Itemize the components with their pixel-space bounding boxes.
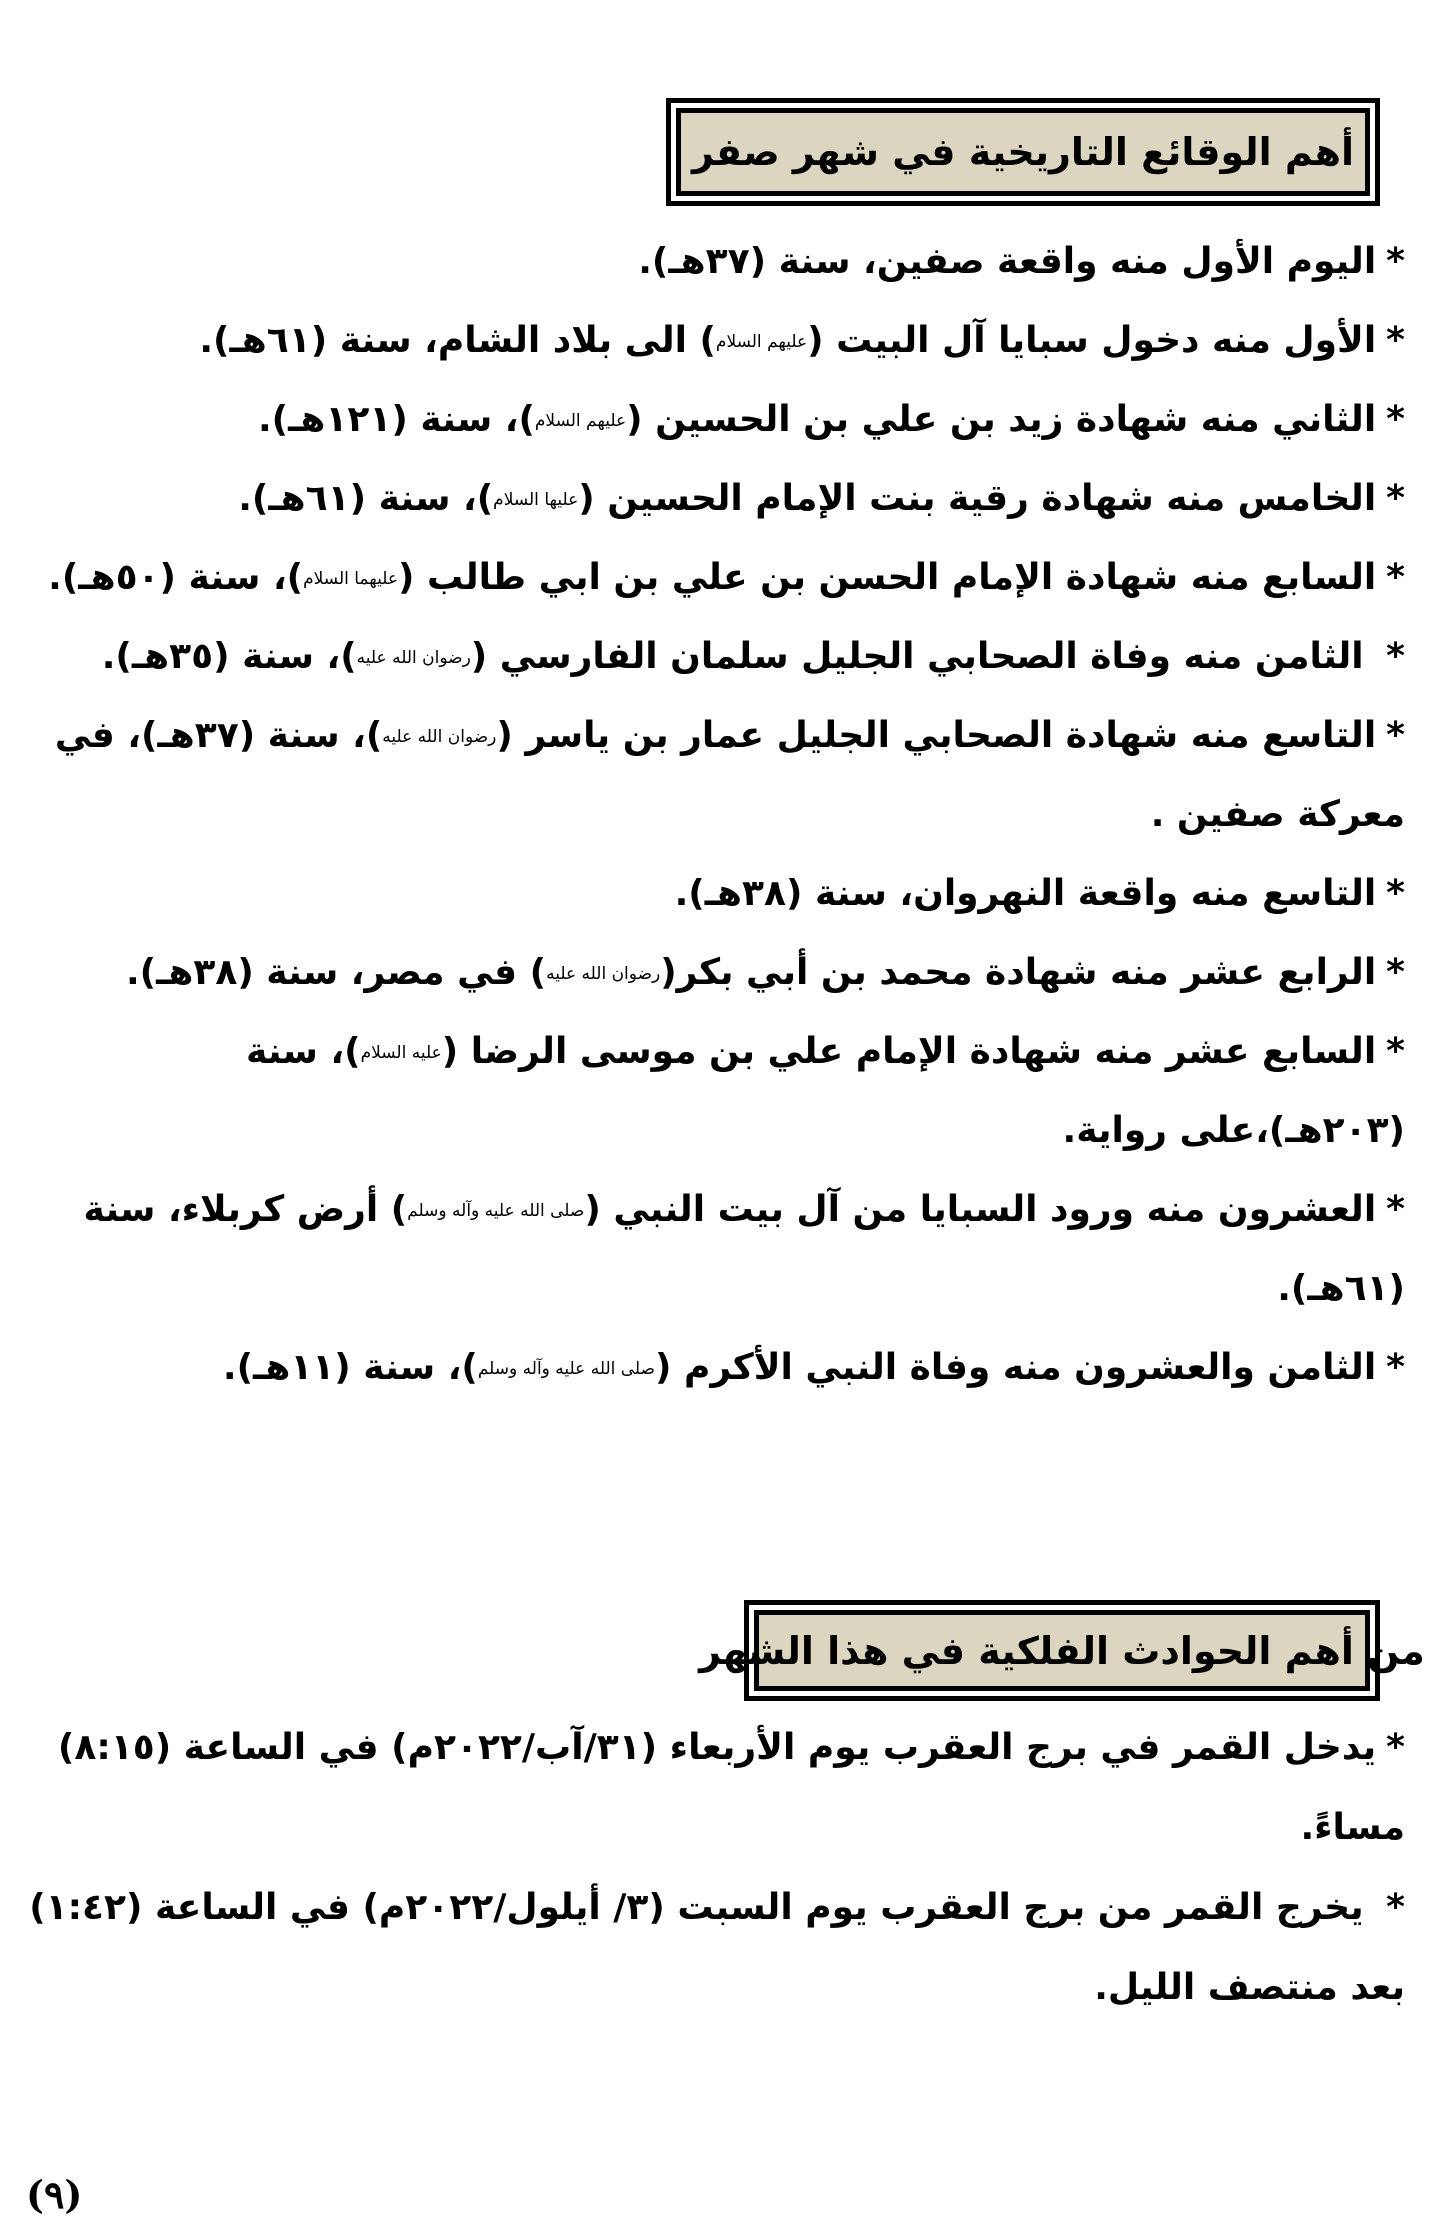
astronomical-events-list	[14, 1708, 1405, 2028]
bullet-asterisk-icon: *	[1386, 1189, 1405, 1230]
list-item	[14, 538, 1405, 617]
list-item	[14, 854, 1405, 933]
list-item	[14, 380, 1405, 459]
event-text: ) في مصر، سنة (٣٨هـ).	[125, 952, 547, 993]
honorific-glyph-icon: رضوان الله عليه	[546, 963, 661, 984]
event-text: العشرون منه ورود السبايا من آل بيت النبي (	[584, 1189, 1377, 1230]
event-text: )، سنة (٢٠٣هـ)،على رواية.	[245, 1031, 1405, 1151]
bullet-asterisk-icon: *	[1386, 1347, 1405, 1388]
event-text: ) أرض كربلاء، سنة (٦١هـ).	[83, 1189, 1405, 1309]
honorific-glyph-icon: صلى الله عليه وآله وسلم	[477, 1358, 655, 1379]
section-title-astronomical-events: من أهم الحوادث الفلكية في هذا الشهر	[754, 1610, 1370, 1691]
event-text: )، سنة (١٢١هـ).	[258, 399, 535, 440]
list-item	[14, 459, 1405, 538]
honorific-glyph-icon: عليهم السلام	[715, 331, 808, 352]
list-item	[14, 1708, 1405, 1868]
bullet-asterisk-icon: *	[1386, 241, 1405, 282]
event-text: اليوم الأول منه واقعة صفين، سنة (٣٧هـ).	[638, 241, 1377, 282]
bullet-asterisk-icon: *	[1386, 399, 1405, 440]
honorific-glyph-icon: عليهم السلام	[534, 410, 627, 431]
event-text: )، سنة (٣٧هـ)، في معركة صفين .	[54, 715, 1405, 835]
honorific-glyph-icon: عليهما السلام	[303, 568, 398, 589]
list-item	[14, 696, 1405, 854]
bullet-asterisk-icon: *	[1386, 1887, 1405, 1928]
honorific-glyph-icon: رضوان الله عليه	[382, 726, 497, 747]
section-title-historical-events: أهم الوقائع التاريخية في شهر صفر	[676, 108, 1370, 196]
page-number: (٩)	[26, 2172, 83, 2217]
honorific-glyph-icon: رضوان الله عليه	[356, 647, 471, 668]
event-text: يخرج القمر من برج العقرب يوم السبت (٣/ أيلول/٢٠٢٢م) في الساعة (١:٤٢) بعد منتصف الليل.	[29, 1887, 1405, 2008]
bullet-asterisk-icon: *	[1386, 952, 1405, 993]
section-title-box-historical-events	[666, 98, 1380, 206]
list-item	[14, 1012, 1405, 1170]
event-text: )، سنة (١١هـ).	[222, 1347, 478, 1388]
list-item	[14, 222, 1405, 301]
honorific-glyph-icon: عليه السلام	[360, 1042, 442, 1063]
event-text: يدخل القمر في برج العقرب يوم الأربعاء (٣١/آب/٢٠٢٢م) في الساعة (٨:١٥) مساءً.	[57, 1727, 1405, 1848]
event-text: الخامس منه شهادة رقية بنت الإمام الحسين (	[578, 478, 1377, 519]
historical-events-list	[14, 222, 1405, 1407]
bullet-asterisk-icon: *	[1386, 320, 1405, 361]
event-text: الثاني منه شهادة زيد بن علي بن الحسين (	[626, 399, 1377, 440]
bullet-asterisk-icon: *	[1386, 1727, 1405, 1768]
event-text: السابع عشر منه شهادة الإمام علي بن موسى الرضا (	[441, 1031, 1377, 1072]
list-item	[14, 301, 1405, 380]
bullet-asterisk-icon: *	[1386, 1031, 1405, 1072]
bullet-asterisk-icon: *	[1386, 478, 1405, 519]
honorific-glyph-icon: عليها السلام	[493, 489, 579, 510]
list-item	[14, 1170, 1405, 1328]
event-text: الرابع عشر منه شهادة محمد بن أبي بكر(	[660, 952, 1377, 993]
event-text: ) الى بلاد الشام، سنة (٦١هـ).	[199, 320, 716, 361]
event-text: الأول منه دخول سبايا آل البيت (	[807, 320, 1377, 361]
bullet-asterisk-icon: *	[1386, 636, 1405, 677]
list-item	[14, 617, 1405, 696]
event-text: السابع منه شهادة الإمام الحسن بن علي بن ابي طالب (	[398, 557, 1377, 598]
list-item	[14, 1868, 1405, 2028]
event-text: )، سنة (٣٥هـ).	[101, 636, 357, 677]
event-text: )، سنة (٥٠هـ).	[48, 557, 304, 598]
list-item	[14, 1328, 1405, 1407]
bullet-asterisk-icon: *	[1386, 557, 1405, 598]
event-text: الثامن والعشرون منه وفاة النبي الأكرم (	[655, 1347, 1377, 1388]
event-text: التاسع منه شهادة الصحابي الجليل عمار بن ياسر (	[496, 715, 1377, 756]
section-title-box-astronomical-events	[699, 1600, 1425, 1701]
bullet-asterisk-icon: *	[1386, 873, 1405, 914]
list-item	[14, 933, 1405, 1012]
bullet-asterisk-icon: *	[1386, 715, 1405, 756]
honorific-glyph-icon: صلى الله عليه وآله وسلم	[407, 1200, 585, 1221]
event-text: التاسع منه واقعة النهروان، سنة (٣٨هـ).	[674, 873, 1377, 914]
event-text: )، سنة (٦١هـ).	[238, 478, 494, 519]
event-text: الثامن منه وفاة الصحابي الجليل سلمان الفارسي (	[470, 636, 1377, 677]
